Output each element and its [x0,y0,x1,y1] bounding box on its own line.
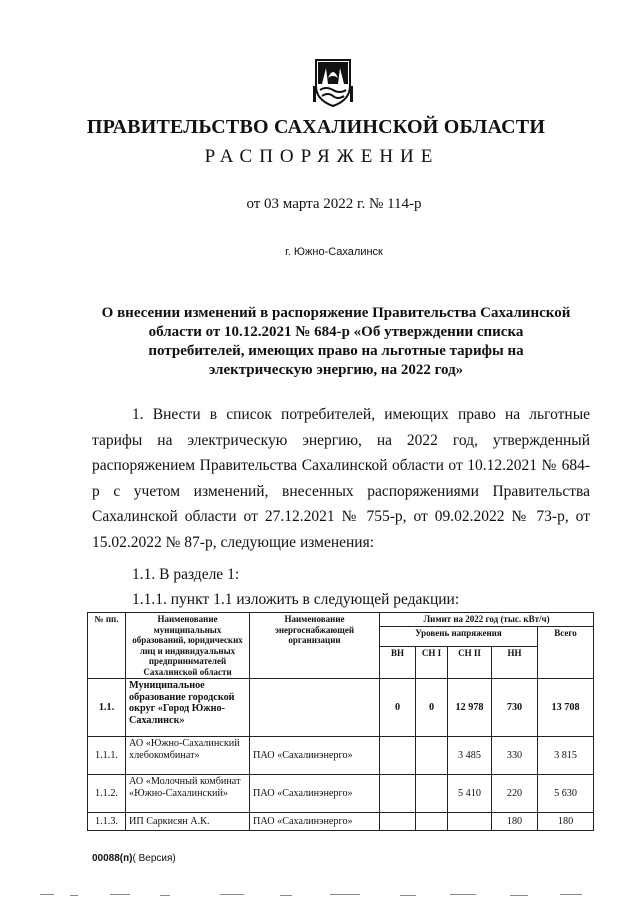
document-type-heading: РАСПОРЯЖЕНИЕ [204,146,440,167]
cell-consumer: Муниципальное образование городской округ «Город Южно-Сахалинск» [126,679,250,737]
cell-vn [380,737,416,775]
document-footer-code [92,853,176,864]
cell-num: 1.1.1. [88,737,126,775]
cell-supplier: ПАО «Сахалинэнерго» [250,775,380,813]
document-title: О внесении изменений в распоряжение Правительства Сахалинской области от 10.12.2021 № 684-р «Об утверждении списка потребителей, имеющих право на льготные тарифы на электрическую энергию, на 2022 год» [101,305,571,378]
cell-total: 5 630 [538,775,594,813]
paragraph-1-1-1: 1.1.1. пункт 1.1 изложить в следующей редакции: [132,591,460,608]
scan-artifact [30,892,610,898]
cell-supplier [250,679,380,737]
cell-nn: 730 [492,679,538,737]
cell-total: 180 [538,813,594,831]
footer-code: 00088(п) [92,853,133,864]
cell-total: 3 815 [538,737,594,775]
cell-consumer: АО «Молочный комбинат «Южно-Сахалинский» [126,775,250,813]
table-row [88,775,594,813]
header-limit: Лимит на 2022 год (тыс. кВт/ч) [380,613,594,627]
header-voltage: Уровень напряжения [380,626,538,647]
cell-sn2 [448,813,492,831]
cell-supplier: ПАО «Сахалинэнерго» [250,813,380,831]
cell-nn: 220 [492,775,538,813]
document-city: г. Южно-Сахалинск [285,246,383,258]
cell-vn [380,775,416,813]
cell-vn: 0 [380,679,416,737]
cell-nn: 180 [492,813,538,831]
header-consumer: Наименование муниципальных образований, юридических лиц и индивидуальных предпринимателей Сахалинской области [126,613,250,679]
cell-sn1 [416,737,448,775]
header-nn: НН [492,647,538,679]
table-header-row [88,613,594,627]
cell-supplier: ПАО «Сахалинэнерго» [250,737,380,775]
cell-sn2: 3 485 [448,737,492,775]
cell-num: 1.1. [88,679,126,737]
coat-of-arms-emblem [310,56,356,108]
organization-heading: ПРАВИТЕЛЬСТВО САХАЛИНСКОЙ ОБЛАСТИ [86,116,546,138]
document-date-number: от 03 марта 2022 г. № 114-р [246,196,422,212]
header-sn1: СН I [416,647,448,679]
header-supplier: Наименование энергоснабжающей организации [250,613,380,679]
cell-num: 1.1.3. [88,813,126,831]
limits-table [87,612,594,831]
header-num: № пп. [88,613,126,679]
cell-nn: 330 [492,737,538,775]
cell-sn2: 12 978 [448,679,492,737]
table-row [88,737,594,775]
header-sn2: СН II [448,647,492,679]
paragraph-1: 1. Внести в список потребителей, имеющих право на льготные тарифы на электрическую энергию, на 2022 год, утвержденный распоряжением Правительства Сахалинской области от 10.12.2021 № 684-р с учетом изменений, внесенных распоряжениями Правительства Сахалинской области от 27.12.2021 № 755-р, от 09.02.2022 № 73-р, от 15.02.2022 № 87-р, следующие изменения: [92,406,590,551]
cell-total: 13 708 [538,679,594,737]
table-row [88,813,594,831]
cell-sn1: 0 [416,679,448,737]
cell-num: 1.1.2. [88,775,126,813]
paragraph-1-1: 1.1. В разделе 1: [132,566,240,583]
cell-sn1 [416,813,448,831]
cell-sn1 [416,775,448,813]
table-row [88,679,594,737]
header-total: Всего [538,626,594,679]
cell-vn [380,813,416,831]
cell-consumer: ИП Саркисян А.К. [126,813,250,831]
cell-consumer: АО «Южно-Сахалинский хлебокомбинат» [126,737,250,775]
footer-version: ( Версия) [132,853,176,864]
cell-sn2: 5 410 [448,775,492,813]
header-vn: ВН [380,647,416,679]
